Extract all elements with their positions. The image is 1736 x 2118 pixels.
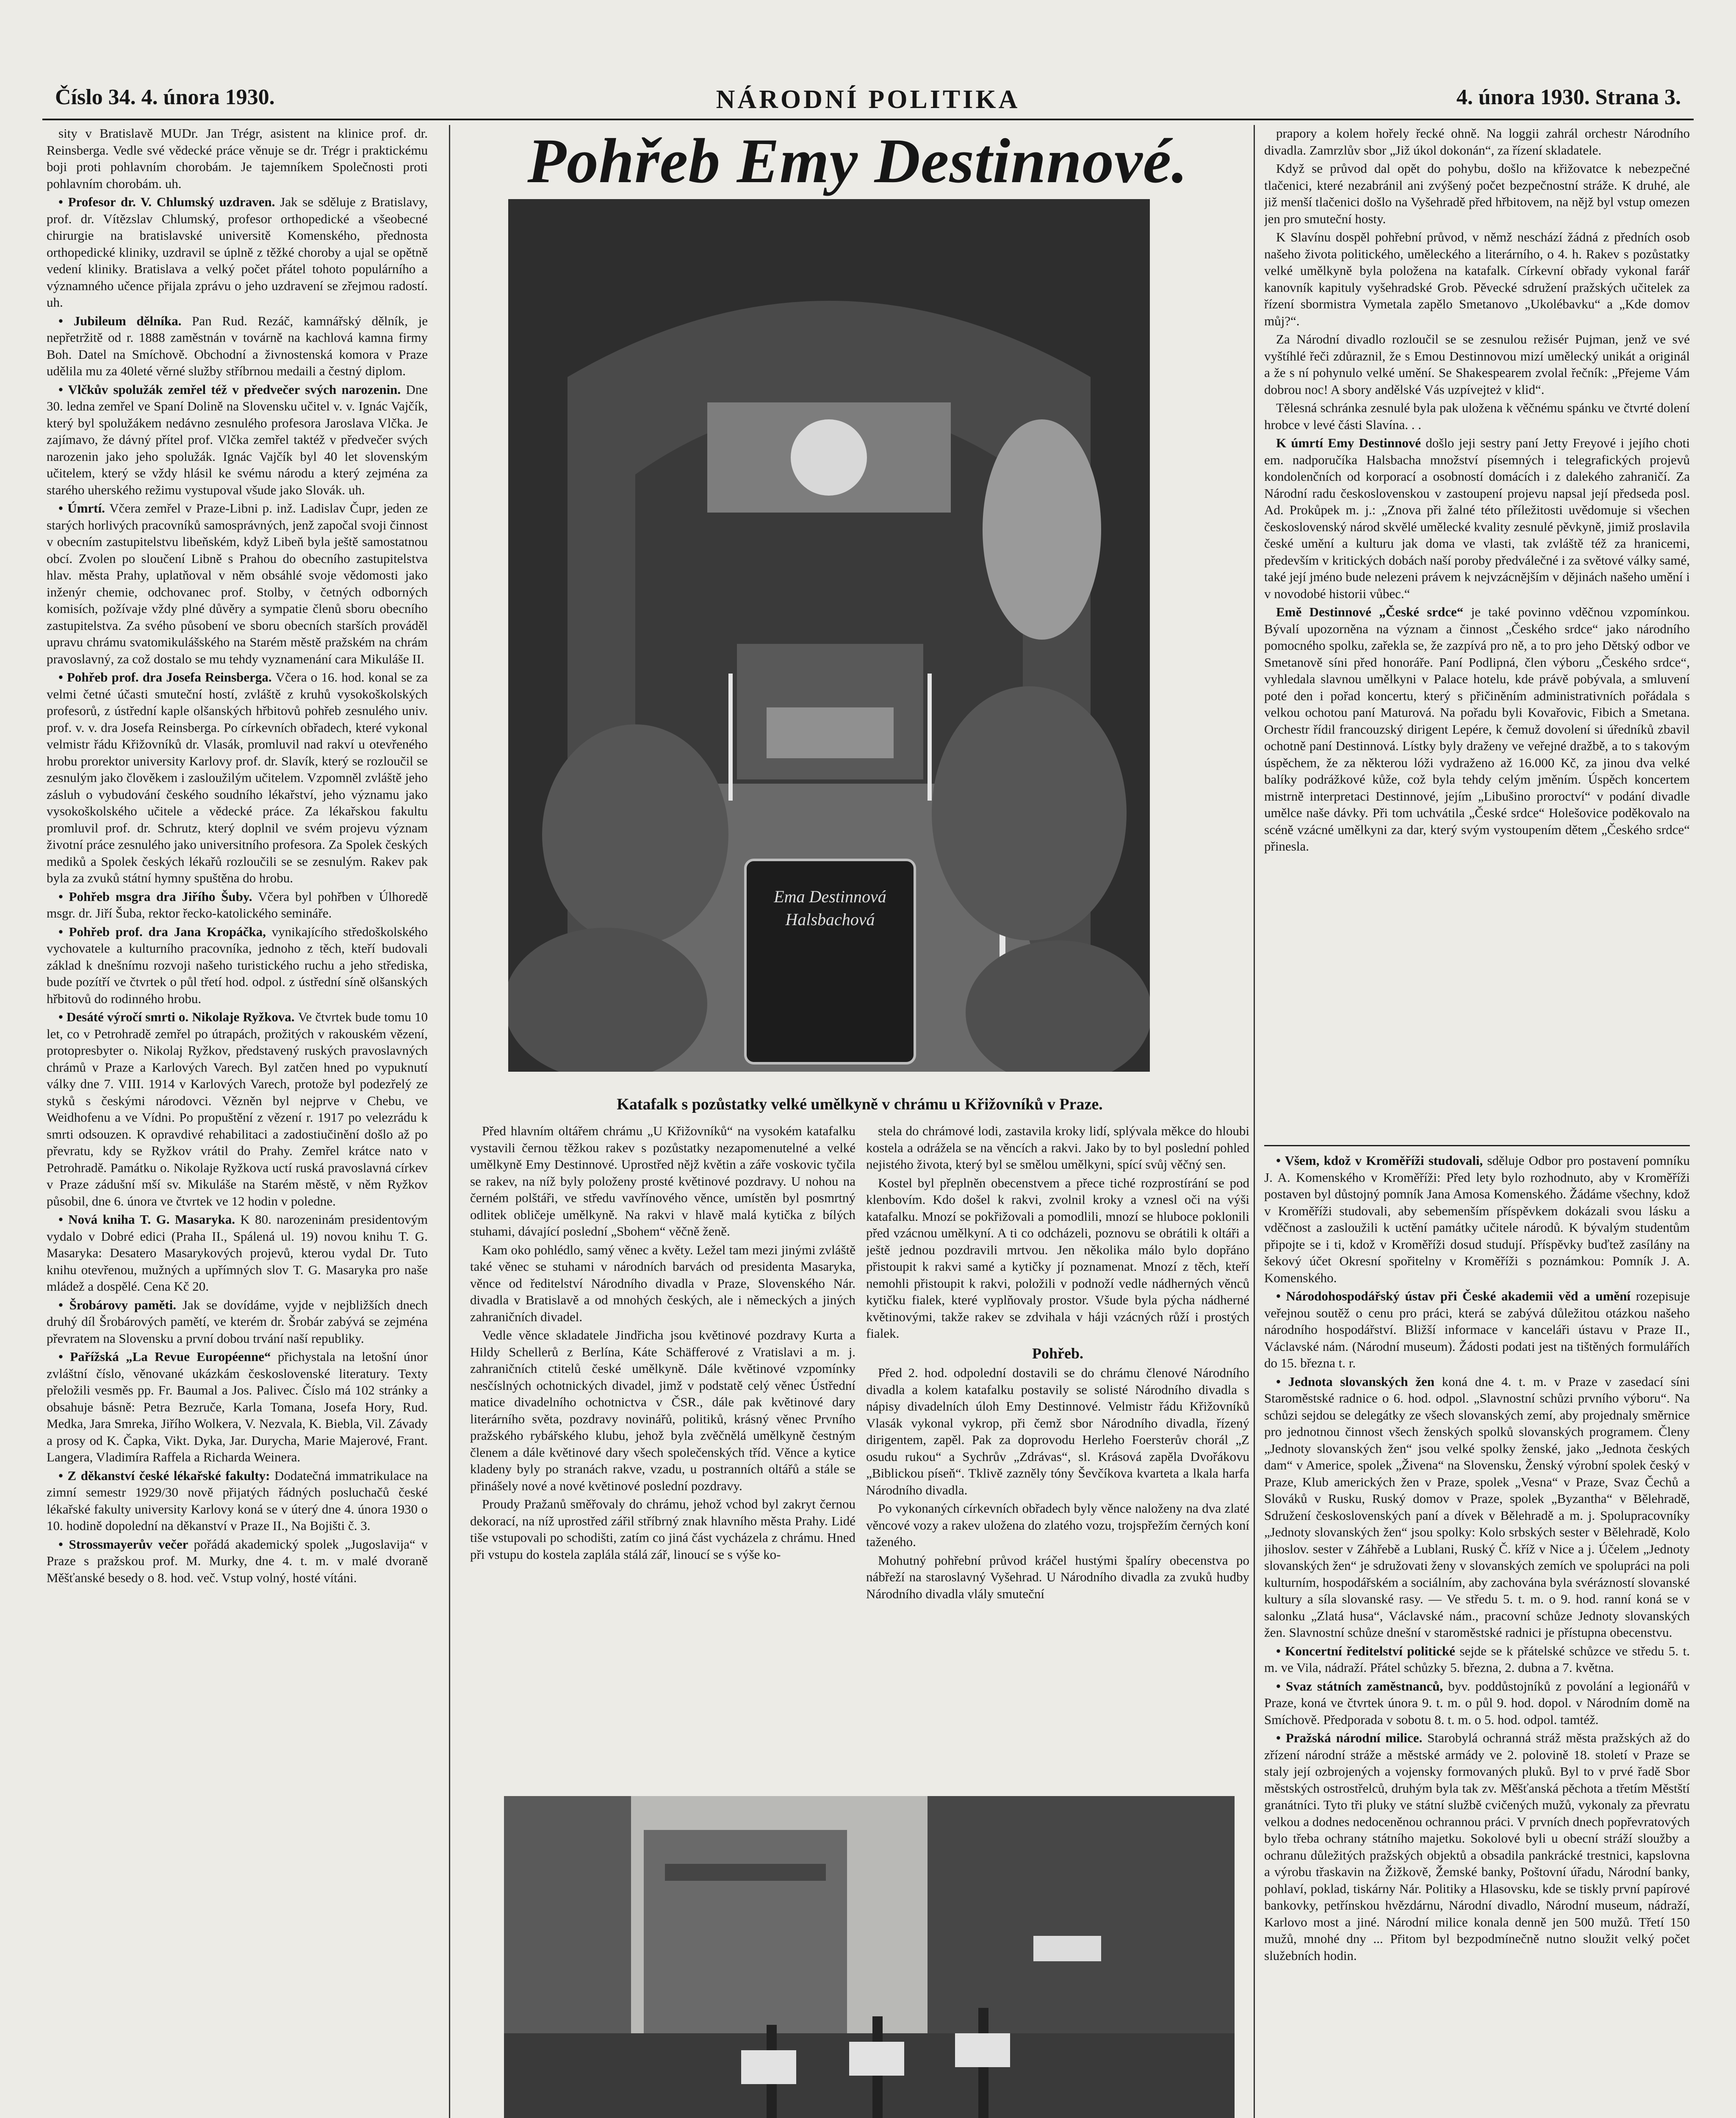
news-item-heading: • Jednota slovanských žen xyxy=(1276,1374,1442,1389)
news-item xyxy=(47,1009,428,1209)
news-item-text: Tělesná schránka zesnulé byla pak uložena k věčnému spánku ve čtvrté dolení hrobce v levé části Slavína. . . xyxy=(1264,400,1690,432)
news-item xyxy=(1264,1730,1690,1964)
news-item-heading: • Pohřeb prof. dra Josefa Reinsberga. xyxy=(58,670,276,685)
news-item-text: vynikajícího středoškolského vychovatele a kulturního pracovníka, jednoho z těch, kteří budovali základ k dnešnímu rozvoji našeho turistického ruchu a jeho střediska, bude pozítří ve čtvrtek o půl třetí hod. odpol. z ústřední síně olšanských hřbitovů do rodinného hrobu. xyxy=(47,924,428,1006)
news-item xyxy=(1264,604,1690,855)
news-item xyxy=(470,1123,856,1240)
news-item xyxy=(470,1327,856,1494)
news-item-text: Starobylá ochranná stráž města pražských až do zřízení národní stráže a městské armády ve 2. polovině 18. století v Praze se staly její ozbrojených a vojensky formovaných pluků. Byl to v prvé řadě Sbor městských ostrostřelců, druhým byla tak zv. Měšťanská pěchota a třetím Městští granátníci. Tyto tři pluky ve státní službě cvičených mužů, vykonaly za převratu velkou a dodnes nedoceněnou ochrannou práci. V prvních dnech popřevratových bylo třeba ochrany státního majetku. Sokolové byli u obecní stráží sloužby a ochranu důležitých pražských objektů a obsadila pankrácké trestnici, kapslovna a výrobu třaskavin na Žižkově, Žemské banky, Poštovní úřadu, Národní banky, pohlaví, poklad, tiskárny Nár. Politiky a Hlasovsku, kde se tiskly první papírové bankovky, petřínskou hvězdárnu, Národní divadlo, Národní museum, nádraží, Karlovo most a jiné. Národní milice konala denně jen 500 mužů. Třetí 150 mužů, mnohé dny ... Přitom byl bezpodmínečně nutno sloužit velký počet služebních hodin. xyxy=(1264,1730,1690,1963)
news-item xyxy=(866,1123,1249,1173)
news-item-heading: • Strossmayerův večer xyxy=(58,1536,194,1552)
news-item xyxy=(866,1552,1249,1602)
article-column-b xyxy=(866,1123,1249,1771)
news-item xyxy=(47,1297,428,1347)
news-item-text: Dne 30. ledna zemřel ve Spaní Dolině na Slovensku učitel v. v. Ignác Vajčík, který byl spolužákem nedávno zesnulého profesora Jaroslava Vlčka. Je zajímavo, že dávný přítel prof. Vlčka zemřel taktéž v předvečer svých narozenin jako jeho spolužák. Ignác Vajčík byl 40 let slovenským učitelem, který se vždy hlásil ke svému národu a který zejména za starého uherského režimu vystupoval všude jako Slovák. uh. xyxy=(47,382,428,497)
news-item-text: Jak se dovídáme, vyjde v nejbližších dnech druhý díl Šrobárových pamětí, ve kterém dr. Šrobár zabývá se zejména převratem na Slovensku a první dobou trvání naší republiky. xyxy=(47,1297,428,1346)
news-item-heading: • Úmrtí. xyxy=(58,501,110,516)
news-item xyxy=(1264,1152,1690,1286)
news-item-heading: • Nová kniha T. G. Masaryka. xyxy=(58,1212,241,1227)
news-item xyxy=(1264,160,1690,227)
news-item-heading: • Pražská národní milice. xyxy=(1276,1730,1428,1745)
column-divider xyxy=(1254,125,1255,2118)
news-item xyxy=(1264,229,1690,329)
news-item xyxy=(1264,1678,1690,1728)
news-item-heading: • Pohřeb msgra dra Jiřího Šuby. xyxy=(58,889,258,904)
news-item-text: sity v Bratislavě MUDr. Jan Trégr, asistent na klinice prof. dr. Reinsberga. Vedle své vědecké práce věnuje se dr. Trégr i praktickému boji proti pohlavním chorobám. Je tajemníkem Společnosti proti pohlavním chorobám. uh. xyxy=(47,126,428,191)
news-item xyxy=(1264,399,1690,433)
news-item-text: Za Národní divadlo rozloučil se se zesnulou režisér Pujman, jenž ve své vyštíhlé řeči zdůraznil, že s Emou Destinnovou mizí umělecký unikát a originál a že s ní pohynulo velké umění. Se Shakespearem zvolal řečník: „Přejeme Vám dobrou noc! A sbory andělské Vás uzpívejteż v klid“. xyxy=(1264,332,1690,397)
news-item xyxy=(1264,1288,1690,1372)
newspaper-title: NÁRODNÍ POLITIKA xyxy=(716,85,1020,114)
news-item-heading: • Vlčkův spolužák zemřel též v předvečer svých narozenin. xyxy=(58,382,406,397)
news-item-text: prapory a kolem hořely řecké ohně. Na loggii zahrál orchestr Národního divadla. Zamrzlův sbor „Již úkol dokonán“, za řízení skladatele. xyxy=(1264,126,1690,158)
news-item-heading: Emě Destinnové „České srdce“ xyxy=(1276,604,1471,619)
news-item-text: Ve čtvrtek bude tomu 10 let, co v Petrohradě zemřel po útrapách, prožitých v rakouském vězení, protopresbyter o. Nikolaj Ryžkov, představený ruských pravoslavných chrámů v Praze a Karlových Varech. Byl zatčen hned po vypuknutí války dne 7. VIII. 1914 v Karlových Varech, protože byl podezřelý ze styků s českými národovci. Vězněn byl nejprve v Chebu, ve Weidhofenu a ve Vídni. Po propuštění z vězení r. 1917 po velezrádu k smrti odsouzen. K opravdivé rehabilitaci a zadostiučinění došlo až po převratu, kdy se Ryžkov vrátil do Prahy. Zemřel krátce nato v Petrohradě. Památku o. Nikolaje Ryžkova uctí ruská pravoslavná církev v Praze zádušní mší sv. Mikuláše na Starém městě, v něm Ryžkov působil, dne 6. února ve čtvrtek ve 12 hodin v poledne. xyxy=(47,1009,428,1209)
news-item-text: Vedle věnce skladatele Jindřicha jsou květinové pozdravy Kurta a Hildy Schellerů z Berlína, Káte Schäfferové z Vratislavi a m. j. zahraničních ctitelů české umělkyně. Dále květinové vzpomínky nesčíslných ochotnických divadel, jimž v podstatě celý věnec Ústřední matice divadelního ochotnictva v ČSR., dále pak květinové dary literárního světa, pozdravy novinářů, politiků, krásný věnec Prvního pražského rybářského klubu, jehož byla zvěčnělá umělkyně čestným členem a dále květinové dary všech společenských tříd. Věnce a kytice kladeny byly po stranách rakve, vzadu, u postranních oltářů a stále se přinášely nové a nové květinové poslední pozdravy. xyxy=(470,1328,856,1493)
news-item xyxy=(47,888,428,922)
news-item-text: došlo jeji sestry paní Jetty Freyové i jejího choti em. nadporučíka Halsbacha množství písemných i telegrafických projevů kondolenčních od korporací a osobností domácích i z dalekého zahraničí. Za Národní radu československou v zastoupení projevu napsal její předseda posl. Ad. Prokůpek m. j.: „Znova při žalné této příležitosti uvědomuje si všechen československý národ skvělé umělecké kvality zesnulé pěvkyně, jimiž proslavila české umění a kulturu jak doma ve vlasti, tak zvláště též za hranicemi, především v kritických dobách naší poroby předválečné i za světové války samé, také její jméno bude nelezeni právem k nejvzácnějším v dějinách našeho umění i v novodobé historii vůbec.“ xyxy=(1264,435,1690,601)
photo-caption-catafalque: Katafalk s pozůstatky velké umělkyně v chrámu u Křižovníků v Praze. xyxy=(617,1095,1103,1113)
headline: Pohřeb Emy Destinnové. xyxy=(527,126,1188,196)
news-item-heading: • Šrobárovy paměti. xyxy=(58,1297,183,1312)
news-item xyxy=(47,1467,428,1534)
news-item-text: byv. poddůstojníků z povolání a legionářů v Praze, koná ve čtvrtek února 9. t. m. o půl 9. hod. dopol. v Národním domě na Smíchově. Předporada v sobotu 8. t. m. o 5. hod. odpol. tamtéž. xyxy=(1264,1678,1690,1727)
news-item xyxy=(47,669,428,887)
news-item-text: Jak se sděluje z Bratislavy, prof. dr. Vítězslav Chlumský, profesor orthopedické a všeobecné chirurgie na bratislavské universitě Komenského, přednosta orthopedické kliniky, uzdravil se úplně z těžké choroby a ujal se opětně vedení kliniky. Bratislava a velký počet přátel tohoto populárního a významného učence přijala zprávu o jeho uzdravení se zřejmou radostí. uh. xyxy=(47,194,428,310)
news-item xyxy=(47,1348,428,1466)
news-item-text: Kostel byl přeplněn obecenstvem a přece tiché rozprostírání se pod klenbovím. Kdo došel k rakvi, zvolnil kroky a vznesl oči na výši katafalku. Mnozí se pokřižovali a pomodlili, mnozí se hluboce poklonili před vzácnou umělkyní. A ti co odcházeli, poznovu se obrátili k oltáři a ještě jednou pozdravili mrtvou. Jen několika málo bylo dopřáno přistoupit k rakvi samé a kytičky jí poznamenat. Mnozí z těch, kteří nemohli přistoupit k rakvi, položili v podnoží vedle nádherných věnců kytičku fialek, které vyplňovaly prostor. Všude byla pýcha nádherné květinovými, takže rakev se zdvihala v háji vzácných růží i prostých fialek. xyxy=(866,1175,1249,1341)
news-item-text: K 80. narozeninám presidentovým vydalo v Dobré edici (Praha II., Spálená ul. 19) novou knihu T. G. Masaryka: Desatero Masarykových projevů, kterou vydal Dr. Tuto knihu otevřenou, mužných a upřímných slov T. G. Masaryka pro naše mládež a dospělé. Cena Kč 20. xyxy=(47,1212,428,1294)
news-item-text: Pan Rud. Rezáč, kamnářský dělník, je nepřetržitě od r. 1888 zaměstnán v továrně na kachlová kamna firmy Boh. Datel na Smíchově. Obchodní a živnostenská komora v Praze udělila mu za 40leté věrné služby stříbrnou medaili a čestný diplom. xyxy=(47,313,428,378)
news-item xyxy=(47,313,428,380)
news-item-text: Proudy Pražanů směřovaly do chrámu, jehož vchod byl zakryt černou dekorací, na níž uprostřed zářil stříbrný znak hlavního města Prahy. Lidé tiše vstupovali po schodišti, zatím co jiná část vycházela z chrámu. Hned při vstupu do kostela zaplála stálá zář, linoucí se s výše ko- xyxy=(470,1497,856,1562)
news-item-text: Kam oko pohlédlo, samý věnec a květy. Ležel tam mezi jinými zvláště také věnec se stuhami v národních barvách od presidenta Masaryka, věnce od ředitelství Národního divadla v Praze, Slovenského Nár. divadla v Bratislavě a od mnohých českých, ale i německých a jiných zahraničních divadel. xyxy=(470,1242,856,1324)
news-item xyxy=(47,923,428,1007)
section-rule xyxy=(1264,1145,1690,1146)
news-item-text: sděluje Odbor pro postavení pomníku J. A. Komenského v Kroměříži: Před lety bylo rozhodnuto, aby v Kroměříži postaven byl důstojný pomník Jana Amosa Komenského. Žádáme všechny, kdož v Kroměříži studovali, aby sebemenším příspěvkem dokázali svou lásku a vděčnost a zasloužili k uctění památky učitele národů. K bývalým studentům připojte se i ti, kdož v Kroměříži dosud studují. Příspěvky buďtež zasílány na šekový účet Okresní spořitelny v Kroměříži s poznámkou: Pomník J. A. Komenského. xyxy=(1264,1153,1690,1285)
news-item-heading: • Pařížská „La Revue Européenne“ xyxy=(58,1349,278,1364)
news-item xyxy=(470,1496,856,1563)
news-item xyxy=(470,1242,856,1325)
news-item xyxy=(1264,331,1690,398)
news-item xyxy=(1264,1373,1690,1641)
news-item-text: Včera zemřel v Praze-Libni p. inž. Ladislav Čupr, jeden ze starých horlivých pracovníků samosprávných, jenž započal svoji činnost v obecním zastupitelstvu libeňském, když Libeň byla ještě samostatnou obcí. Zvolen po sloučení Libně s Prahou do obecního zastupitelstva hlav. města Prahy, uplatňoval v něm obsáhlé svoje vědomosti jako inženýr chemie, odchovanec prof. Stolby, v četných odborných komisích, požívaje vždy plné důvěry a sympatie členů sboru obecního zastupitelstva. Za svého působení ve sboru obecních starších prováděl upravu chrámu svatomikulášského na Starém městě pražském na chrám pravoslavný, za což dostalo se mu tehdy vyznamenání cara Mikuláše II. xyxy=(47,501,428,666)
news-item-heading: • Profesor dr. V. Chlumský uzdraven. xyxy=(58,194,280,209)
coffin-plaque: Ema Destinnová Halsbachová xyxy=(774,887,886,929)
news-item xyxy=(1264,435,1690,602)
news-item xyxy=(866,1364,1249,1498)
news-item-heading: • Desáté výročí smrti o. Nikolaje Ryžkova. xyxy=(58,1009,298,1024)
news-item-text: Když se průvod dal opět do pohybu, došlo na křižovatce k nebezpečné tlačenici, které nezabránil ani zvýšený počet bezpečnostní stráže. K druhé, ale již menší tlačenici došlo na Vyšehradě před hřbitovem, na nějž byl vstup omezen jen pro smuteční hosty. xyxy=(1264,161,1690,226)
section-subhead: Pohřeb. xyxy=(1032,1345,1083,1362)
news-item xyxy=(1264,125,1690,158)
left-column xyxy=(47,125,428,2118)
news-item xyxy=(47,1211,428,1295)
catafalque-image xyxy=(508,199,1150,1072)
right-column xyxy=(1264,125,1690,2118)
news-item xyxy=(47,381,428,499)
news-item-text: je také povinno vděčnou vzpomínkou. Bývalí upozorněna na význam a činnost „Českého srdce“ jako národního pomocného spolku, zařekla se, že zazpívá pro ně, a to pro jeho Dětský odbor ve Smetanově síni před honoráře. Paní Podlipná, člen výboru „Českého srdce“, vyhledala slavnou umělkyni v Palace hotelu, kde právě pobývala, a smluvení poté den i pořad koncertu, který s přičiněním administrativních pořádala s velkou ochotou paní Maturová. Na pořadu byli Kovařovic, Fibich a Smetana. Orchestr řídil francouzský dirigent Lepére, k čemuž dovolení si úředníků zbavil ochotně paní Destinnová. Lístky byly draženy ve veřejné dražbě, a to s takovým úspěchem, že za některou lóži vydraženo až 16.000 Kč, za jinou dva velké balíky podrážkové kůže, což byla tehdy celým jměním. Úspěch koncertem mistrně interpretaci Destinnové, jejím „Libušino proroctví“ v podání divadle umělce naše dávky. Při tom uchvátila „České srdce“ Holešovice poděkovalo na scéně vzácné umělkyni za dar, který svým vystoupením dětem „Českého srdce“ přinesla. xyxy=(1264,604,1690,854)
news-item-text: Včera byl pohřben v Úlhoredě msgr. dr. Jiří Šuba, rektor řecko-katolického semináře. xyxy=(47,889,428,920)
news-item-heading: • Pohřeb prof. dra Jana Kropáčka, xyxy=(58,924,272,939)
article-column-a xyxy=(470,1123,856,1771)
page-info: 4. února 1930. Strana 3. xyxy=(1456,85,1681,109)
news-item-text: stela do chrámové lodi, zastavila kroky lidí, splývala měkce do hloubi kostela a odrážela se na věncích a rakvi. Jako by to byl poslední pohled nejistého života, který byl se smělou umělkyni, spící svůj věčný sen. xyxy=(866,1123,1249,1172)
masthead xyxy=(42,85,1694,120)
news-item-heading: • Všem, kdož v Kroměříži studovali, xyxy=(1276,1153,1487,1168)
news-item-text: Před 2. hod. odpolední dostavili se do chrámu členové Národního divadla a kolem katafalku postavily se solisté Národního divadla s nápisy divadelních úloh Emy Destinnové. Velmistr řádu Křižovníků Vlasák vykonal vykrop, při čemž sbor Národního divadla, řízený dirigentem, zapěl. Pak za doprovodu Herleho Foersterův chorál „Z osudu rukou“ a Sychrův „Zdrávas“, sl. Krásová zapěla Dvořákovu „Biblickou píseň“. Tklivě zazněly tóny Ševčíkova kvarteta a lkala harfa Národního divadla. xyxy=(866,1365,1249,1497)
news-item-text: rozepisuje veřejnou soutěž o cenu pro práci, která se zabývá důležitou otázkou našeho národního hospodářství. Bližší informace v kanceláři ústavu v Praze II., Václavské nám. (Národní museum). Žádosti podati jest na tištěných formulářích do 15. března t. r. xyxy=(1264,1289,1690,1370)
news-item-text: Před hlavním oltářem chrámu „U Křižovníků“ na vysokém katafalku vystavili černou těžkou rakev s pozůstatky nezapomenutelné a velké umělkyně Emy Destinnové. Uprostřed nějž květin a záře voskovic tyčila se rakev, na níž byly položeny prosté květinové pozdravy. U nohou na černém polštáři, ve středu vavřínového věnce, umístěn byl posmrtný odlitek obličeje umělkyně. Na rakvi v hlavě malá kytička z bílých stuhami, dávající poslední „Sbohem“ věčně ženě. xyxy=(470,1123,856,1239)
news-item xyxy=(866,1175,1249,1342)
photo-catafalque xyxy=(508,199,1150,1072)
right-column-bottom xyxy=(1264,1152,1690,1964)
issue-info: Číslo 34. 4. února 1930. xyxy=(55,85,275,109)
news-item xyxy=(866,1500,1249,1550)
news-item-text: pořádá akademický spolek „Jugoslavija“ v Praze s pražskou prof. M. Murky, dne 4. t. m. v malé dvoraně Měšťanské besedy o 8. hod. več. Vstup volný, hosté vítáni. xyxy=(47,1536,428,1585)
procession-image xyxy=(504,1796,1235,2118)
news-item-heading: • Jubileum dělníka. xyxy=(58,313,192,328)
photo-funeral-procession xyxy=(504,1796,1235,2118)
news-item-text: sejde se k přátelské schůzce ve středu 5. t. m. ve Vila, nádraží. Přátel schůzky 5. března, 2. dubna a 7. května. xyxy=(1264,1643,1690,1675)
column-divider xyxy=(449,125,450,2118)
news-item-heading: • Svaz státních zaměstnanců, xyxy=(1276,1678,1448,1694)
news-item-text: Po vykonaných církevních obřadech byly věnce naloženy na dva zlaté věncové vozy a rakev uložena do zlatého vozu, trojspřežím černých koní taženého. xyxy=(866,1501,1249,1549)
news-item xyxy=(47,194,428,311)
news-item-text: Dodatečná immatrikulace na zimní semestr 1929/30 nově přijatých řádných posluchačů české lékařské fakulty university Karlovy koná se v úterý dne 4. února 1930 o 10. hodině dopolední na děkanství v Praze II., Na Bojišti č. 3. xyxy=(47,1468,428,1533)
news-item-heading: • Národohospodářský ústav při České akademii věd a umění xyxy=(1276,1289,1636,1303)
news-item xyxy=(1264,1643,1690,1676)
right-column-top xyxy=(1264,125,1690,1142)
news-item-text: Mohutný pohřební průvod kráčel hustými špalíry obecenstva po nábřeží na staroslavný Vyšehrad. U Národního divadla za zvuků hudby Národního divadla vlály smuteční xyxy=(866,1552,1249,1601)
news-item-text: koná dne 4. t. m. v Praze v zasedací síni Staroměstské radnice o 6. hod. odpol. „Slavnostní schůzi prvního výboru“. Na schůzi sejdou se delegátky ze všech slovanských zemí, aby projednaly směrnice pro jednotnou činnost všech ženských spolků slovanských programem. Členy „Jednoty slovanských žen“ jsou velké spolky ženské, jako „Jednota českých dam“ v Americe, spolek „Živena“ na Slovensku, Ženský výrobní spolek český v Praze, Klub amerických žen v Praze, spolek „Vesna“ v Praze, Svaz Čechů a Slováků v Rusku, Ruský domov v Praze, spolek „Byzantha“ v Bělehradě, Sdružení československých paní a dívek v Bělehradě a m. j. Spolupracovníky „Jednoty slovanských žen“ jsou spolky: Kolo srbských sester v Bělehradě, Kolo jihoslov. sester v Záhřebě a Lublani, Ruský Č. kříž v Nice a j. Účelem „Jednoty slovanských žen“ je sdružovati ženy v slovanských zemích ve spolupráci na poli kulturním, hospodářském a sociálním, aby zachována byla svérázností slovanské kultury a síla slovanské rasy. — Ve středu 5. t. m. o 9. hod. ranní koná se v salonku „Zlatá husa“, Václavské nám., pracovní schůze Jednoty slovanských žen. Slavnostní schůze dnešní v staroměstské radnici je přístupna obecenstvu. xyxy=(1264,1374,1690,1640)
news-item-heading: K úmrtí Emy Destinnové xyxy=(1276,435,1426,450)
news-item xyxy=(47,500,428,667)
news-item-text: K Slavínu dospěl pohřební průvod, v němž neschází žádná z předních osob našeho života politického, uměleckého a literárního, o 4. h. Rakev s pozůstatky velké umělkyně byla položena na katafalk. Církevní obřady vykonal farář kanovník kapituly vyšehradské Grob. Pěvecké sdružení pražských učitelek za řízení sbormistra Vymetala zapělo Smetanovo „Ukolébavku“ a „Kde domov můj?“. xyxy=(1264,230,1690,328)
news-item-text: přichystala na letošní únor zvláštní číslo, věnované ukázkám československé literatury. Texty přeložili vesměs pp. Fr. Baumal a Jos. Palivec. Číslo má 102 stránky a obsahuje básně: Petra Bezruče, Karla Tomana, Josefa Hory, Rud. Medka, Jara Smreka, Jiřího Wolkera, V. Nezvala, K. Biebla, Vil. Závady a prosy od K. Čapka, Vikt. Dyka, Jar. Durycha, Marie Majerové, Frant. Langera, Vladimíra Raffela a Richarda Weinera. xyxy=(47,1349,428,1464)
news-item xyxy=(47,1536,428,1586)
news-item-heading: • Z děkanství české lékařské fakulty: xyxy=(58,1468,275,1483)
news-item-heading: • Koncertní ředitelství politické xyxy=(1276,1643,1460,1658)
news-item-text: Včera o 16. hod. konal se za velmi četné účasti smuteční hostí, zvláště z kruhů vysokoškolských profesorů, z ústřední kaple olšanských hřbitovů pohřeb zesnulého univ. prof. v. v. dra Josefa Reinsberga. Po církevních obřadech, které vykonal velmistr řádu Křižovníků dr. Vlasák, promluvil nad rakví u otevřeného hrobu prorektor university Karlovy prof. dr. Slavík, který se rozloučil se zesnulým jako člověkem i zasloužilým učitelem. Vzpomněl zvláště jeho zásluh o vybudování českého soudního lékařství, jeho významu jako vysokoškolského učitele a vědecké práce. Za lékařskou fakultu promluvil prof. dr. Schrutz, který doplnil ve svém projevu význam životní práce zesnulého jako universitního profesora. Za Spolek českých mediků a Spolek českých lékařů rozloučili se se zesnulým. Rakev pak byla za zvuků státní hymny spuštěna do hrobu. xyxy=(47,670,428,885)
news-item xyxy=(47,125,428,192)
